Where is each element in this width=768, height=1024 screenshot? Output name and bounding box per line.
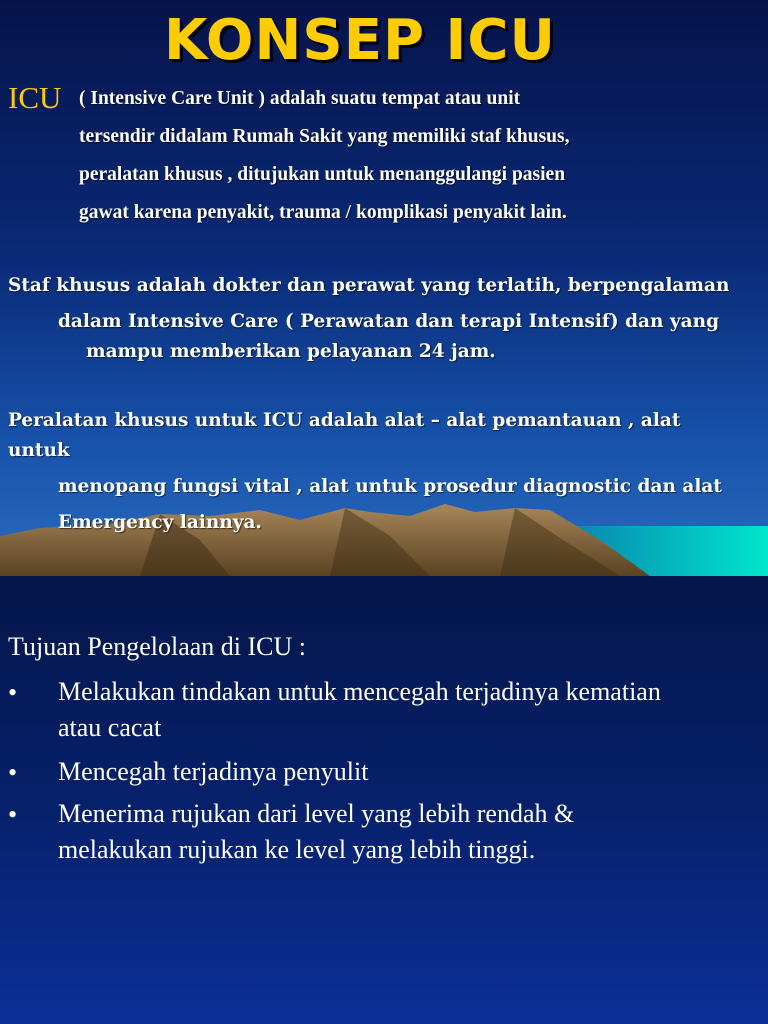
definition-line-4: gawat karena penyakit, trauma / komplikasi penyakit lain. <box>79 202 567 223</box>
goals-heading: Tujuan Pengelolaan di ICU : <box>8 632 307 661</box>
definition-line-1: ( Intensive Care Unit ) adalah suatu tempat atau unit <box>79 88 521 109</box>
bullet-marker: • <box>8 800 18 829</box>
bullet-marker: • <box>8 758 18 787</box>
definition-line-2: tersendir didalam Rumah Sakit yang memiliki staf khusus, <box>79 126 570 147</box>
slide-2 <box>0 576 768 1024</box>
mountain-landscape <box>0 490 768 576</box>
icu-label: ICU <box>8 80 62 115</box>
definition-line-3: peralatan khusus , ditujukan untuk menanggulangi pasien <box>79 164 566 185</box>
equipment-line-3: menopang fungsi vital , alat untuk prosedur diagnostic dan alat <box>58 476 722 497</box>
staff-line-2: dalam Intensive Care ( Perawatan dan terapi Intensif) dan yang <box>58 311 720 332</box>
goal-item-2: Mencegah terjadinya penyulit <box>58 757 369 786</box>
staff-line-3: mampu memberikan pelayanan 24 jam. <box>86 341 496 362</box>
equipment-line-4: Emergency lainnya. <box>58 512 262 533</box>
slide-title: KONSEP ICU <box>164 8 556 73</box>
goal-item-3: Menerima rujukan dari level yang lebih rendah & melakukan rujukan ke level yang lebih tinggi. <box>58 799 575 864</box>
goal-item-1: Melakukan tindakan untuk mencegah terjadinya kematian atau cacat <box>58 677 661 742</box>
staff-line-1: Staf khusus adalah dokter dan perawat yang terlatih, berpengalaman <box>8 275 730 296</box>
equipment-line-2: untuk <box>8 440 70 461</box>
bullet-marker: • <box>8 678 18 707</box>
equipment-line-1: Peralatan khusus untuk ICU adalah alat – alat pemantauan , alat <box>8 410 681 431</box>
